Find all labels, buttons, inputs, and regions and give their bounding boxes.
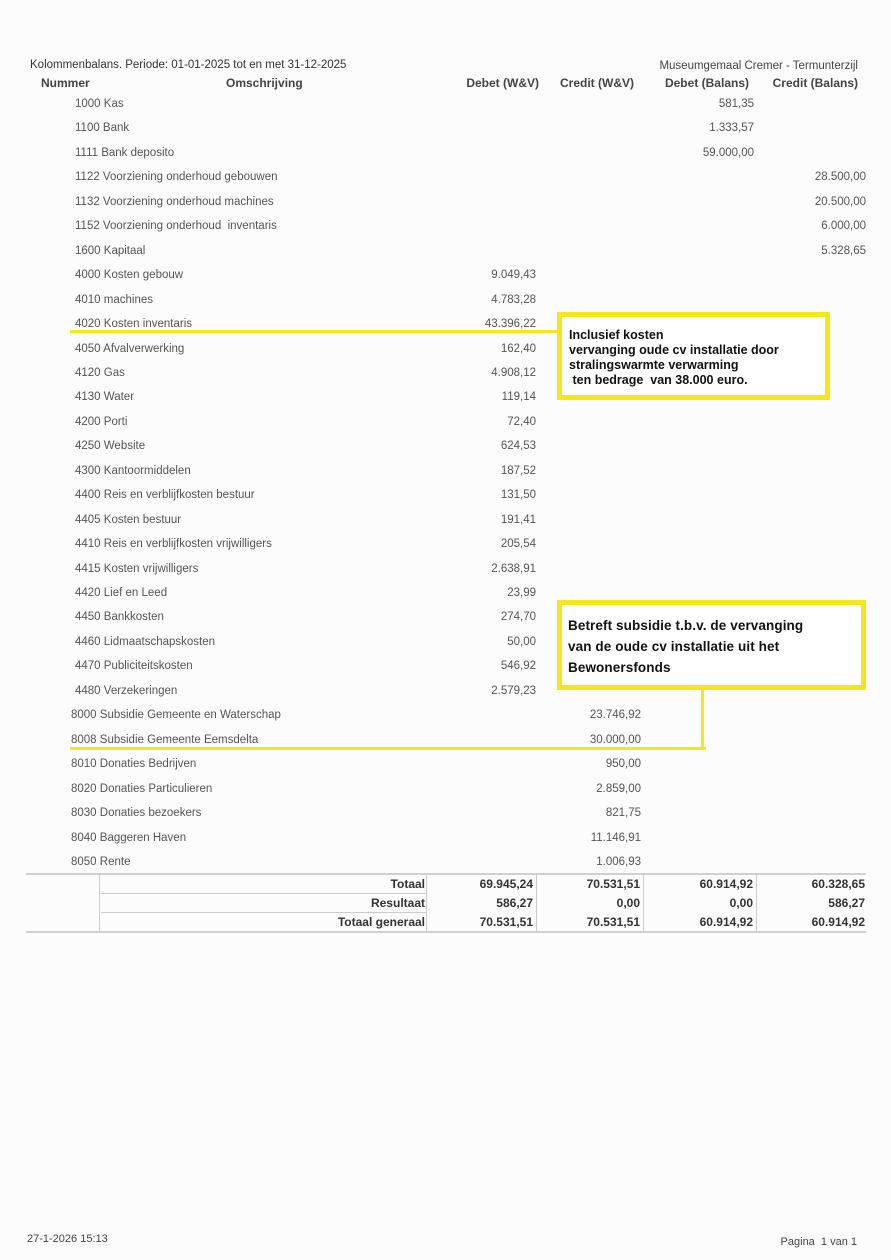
table-row [0, 220, 891, 244]
amount-debet-wv: 43.396,22 [484, 318, 536, 331]
total-debet-balans: 0,00 [729, 896, 753, 910]
column-header-credit-balans: Credit (Balans) [772, 76, 858, 90]
totals-row [26, 877, 866, 895]
account-description: 4410 Reis en verblijfkosten vrijwilligers [75, 538, 272, 551]
highlight-line-8008 [70, 747, 706, 750]
account-description: 8050 Rente [71, 855, 131, 868]
amount-debet-wv: 50,00 [507, 635, 536, 648]
amount-debet-wv: 4.908,12 [491, 366, 536, 379]
account-description: 4020 Kosten inventaris [75, 318, 192, 331]
account-description: 4130 Water [75, 391, 135, 404]
total-debet-balans: 60.914,92 [699, 915, 753, 929]
totals-row [26, 915, 866, 933]
table-row [0, 98, 891, 122]
totals-label: Totaal generaal [337, 915, 425, 929]
amount-debet-wv: 187,52 [500, 464, 536, 477]
amount-debet-wv: 191,41 [500, 513, 536, 526]
total-credit-wv: 70.531,51 [586, 915, 640, 929]
annotation-line: ten bedrage van 38.000 euro. [569, 373, 748, 387]
amount-debet-wv: 9.049,43 [491, 269, 536, 282]
amount-debet-balans: 1.333,57 [709, 122, 754, 135]
table-row [0, 514, 891, 538]
total-credit-wv: 70.531,51 [586, 877, 640, 891]
total-credit-balans: 586,27 [828, 896, 865, 910]
amount-credit-balans: 20.500,00 [814, 195, 866, 208]
annotation-line: stralingswarmte verwarming [569, 358, 739, 372]
column-header-debet-balans: Debet (Balans) [664, 76, 749, 90]
column-header-debet-wv: Debet (W&V) [466, 76, 539, 90]
annotation-line: Bewonersfonds [568, 660, 671, 675]
amount-debet-wv: 624,53 [500, 440, 536, 453]
annotation-line: Betreft subsidie t.b.v. de vervanging [568, 618, 804, 633]
amount-credit-balans: 28.500,00 [814, 171, 866, 184]
amount-debet-balans: 581,35 [718, 98, 754, 110]
account-description: 1152 Voorziening onderhoud inventaris [75, 220, 277, 233]
table-row [0, 758, 891, 782]
amount-debet-wv: 274,70 [500, 611, 536, 624]
total-credit-wv: 0,00 [616, 896, 640, 910]
table-row [0, 709, 891, 733]
totals-row [26, 896, 866, 914]
table-row [0, 563, 891, 587]
account-description: 1600 Kapitaal [75, 244, 146, 257]
table-row [0, 171, 891, 195]
amount-debet-wv: 131,50 [500, 489, 536, 502]
annotation-line: Inclusief kosten [569, 328, 664, 342]
amount-credit-wv: 950,00 [605, 758, 641, 771]
table-row [0, 440, 891, 464]
print-datetime: 27-1-2026 15:13 [27, 1233, 108, 1245]
report-title: Kolommenbalans. Periode: 01-01-2025 tot en met 31-12-2025 [30, 59, 347, 71]
amount-debet-wv: 162,40 [500, 342, 536, 355]
amount-debet-wv: 72,40 [507, 415, 536, 428]
account-description: 1122 Voorziening onderhoud gebouwen [75, 171, 278, 184]
account-description: 4420 Lief en Leed [75, 587, 168, 599]
account-description: 8010 Donaties Bedrijven [71, 758, 197, 771]
account-description: 1100 Bank [75, 122, 130, 135]
account-description: 1111 Bank deposito [75, 146, 175, 159]
account-description: 4050 Afvalverwerking [75, 342, 185, 355]
amount-debet-balans: 59.000,00 [702, 146, 754, 159]
total-debet-wv: 586,27 [496, 896, 533, 910]
total-debet-balans: 60.914,92 [699, 877, 753, 891]
table-row [0, 122, 891, 146]
amount-credit-wv: 30.000,00 [589, 733, 641, 746]
account-description: 4400 Reis en verblijfkosten bestuur [75, 489, 255, 502]
account-description: 4200 Porti [75, 415, 128, 428]
table-row [0, 832, 891, 856]
page-number: Pagina 1 van 1 [780, 1236, 857, 1248]
table-row [0, 734, 891, 758]
total-credit-balans: 60.914,92 [811, 915, 865, 929]
annotation-note-inventaris [557, 312, 830, 400]
amount-credit-balans: 6.000,00 [821, 220, 866, 233]
account-description: 4450 Bankkosten [75, 611, 164, 624]
annotation-line: vervanging oude cv installatie door [569, 343, 779, 357]
amount-credit-wv: 1.006,93 [596, 855, 641, 868]
account-description: 8000 Subsidie Gemeente en Waterschap [71, 709, 281, 722]
total-debet-wv: 69.945,24 [479, 877, 533, 891]
amount-debet-wv: 205,54 [500, 538, 536, 551]
column-header-credit-wv: Credit (W&V) [560, 76, 634, 90]
amount-credit-wv: 23.746,92 [589, 709, 641, 722]
account-description: 4460 Lidmaatschapskosten [75, 635, 216, 648]
amount-debet-wv: 4.783,28 [491, 293, 536, 306]
table-row [0, 489, 891, 513]
account-description: 8008 Subsidie Gemeente Eemsdelta [71, 733, 259, 746]
amount-credit-wv: 821,75 [605, 807, 641, 820]
highlight-connector-8008 [701, 688, 704, 750]
amount-credit-wv: 2.859,00 [596, 782, 641, 795]
account-description: 4250 Website [75, 440, 146, 453]
account-description: 4120 Gas [75, 366, 125, 379]
totals-label: Totaal [390, 877, 425, 891]
totals-label: Resultaat [370, 896, 425, 910]
amount-credit-balans: 5.328,65 [821, 244, 866, 257]
amount-debet-wv: 546,92 [500, 660, 536, 673]
annotation-note-subsidie [557, 600, 866, 690]
amount-debet-wv: 119,14 [501, 391, 536, 404]
account-description: 4000 Kosten gebouw [75, 269, 184, 282]
table-row [0, 538, 891, 562]
total-credit-balans: 60.328,65 [811, 877, 865, 891]
table-row [0, 416, 891, 440]
account-description: 4470 Publiciteitskosten [75, 660, 193, 673]
totals-table [26, 873, 866, 933]
table-row [0, 196, 891, 220]
annotation-line: van de oude cv installatie uit het [568, 639, 780, 654]
amount-debet-wv: 2.638,91 [491, 562, 536, 575]
table-row [0, 807, 891, 831]
account-description: 4405 Kosten bestuur [75, 513, 182, 526]
table-row [0, 465, 891, 489]
account-description: 1000 Kas [75, 98, 124, 110]
account-description: 1132 Voorziening onderhoud machines [75, 195, 274, 208]
account-description: 4300 Kantoormiddelen [75, 464, 191, 477]
total-debet-wv: 70.531,51 [479, 915, 533, 929]
account-description: 4415 Kosten vrijwilligers [75, 562, 199, 575]
table-row [0, 783, 891, 807]
organization-name: Museumgemaal Cremer - Termunterzijl [659, 60, 858, 72]
table-row [0, 269, 891, 293]
table-row [0, 147, 891, 171]
account-description: 8030 Donaties bezoekers [71, 807, 202, 820]
account-description: 4010 machines [75, 293, 153, 306]
highlight-line-4020 [70, 330, 560, 333]
column-header-nummer: Nummer [41, 76, 90, 90]
amount-debet-wv: 23,99 [507, 587, 536, 599]
column-header-omschrijving: Omschrijving [226, 76, 303, 90]
account-description: 8020 Donaties Particulieren [71, 782, 213, 795]
account-description: 8040 Baggeren Haven [71, 831, 187, 844]
amount-debet-wv: 2.579,23 [491, 684, 536, 697]
amount-credit-wv: 11.146,91 [590, 831, 641, 844]
account-description: 4480 Verzekeringen [75, 684, 178, 697]
table-row [0, 245, 891, 269]
